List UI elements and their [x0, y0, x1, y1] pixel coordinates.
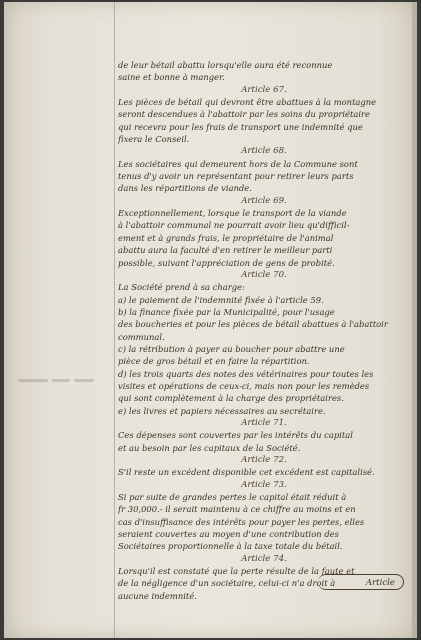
text-line: Les pièces de bétail qui devront être abattues à la montagne — [118, 97, 377, 108]
article-heading: Article 69. — [241, 195, 287, 206]
text-line: b) la finance fixée par la Municipalité, pour l'usage — [118, 306, 335, 317]
text-line: Lorsqu'il est constaté que la perte résulte de la faute et — [118, 566, 355, 577]
text-line: pièce de gros bétail et en faire la répartition. — [118, 356, 310, 367]
article-heading: Article 71. — [241, 417, 287, 428]
article-heading: Article 70. — [241, 269, 287, 280]
text-line: fixera le Conseil. — [118, 134, 190, 145]
bleed-through-marks — [18, 370, 98, 380]
article-heading: Article 72. — [241, 455, 287, 465]
text-line: Sociétaires proportionnelle à la taxe totale du bétail. — [118, 541, 343, 552]
text-line: aucune indemnité. — [118, 590, 197, 601]
page-edge — [412, 2, 417, 638]
text-line: des boucheries et pour les pièces de bétail abattues à l'abattoir — [118, 319, 388, 330]
margin-rule — [114, 2, 115, 638]
text-line: Les sociétaires qui demeurent hors de la Commune sont — [118, 158, 358, 169]
text-line: e) les livres et papiers nécessaires au secrétaire. — [118, 405, 326, 416]
manuscript-text — [118, 59, 410, 602]
text-line: S'il reste un excédent disponible cet excédent est capitalisé. — [118, 467, 375, 478]
article-heading: Article 67. — [241, 84, 287, 95]
text-line: possible, suivant l'appréciation de gens de probité. — [118, 257, 335, 268]
text-line: de la négligence d'un sociétaire, celui-ci n'a droit à — [118, 578, 336, 589]
catchword: Article — [318, 574, 404, 590]
text-line: Ces dépenses sont couvertes par les intérêts du capital — [118, 430, 353, 441]
article-heading: Article 68. — [241, 146, 287, 157]
text-line: Exceptionnellement, lorsque le transport de la viande — [118, 208, 347, 219]
text-line: qui sont complètement à la charge des propriétaires. — [118, 393, 344, 404]
text-line: dans les répartitions de viande. — [118, 183, 252, 194]
text-line: de leur bétail abattu lorsqu'elle aura été reconnue — [118, 60, 333, 70]
text-line: ement et à grands frais, le propriétaire de l'animal — [118, 232, 334, 243]
text-line: communal. — [118, 331, 165, 342]
text-line: fr 30,000.- il serait maintenu à ce chiffre au moins et en — [118, 504, 356, 515]
text-line: abattu aura la faculté d'en retirer le meilleur parti — [118, 245, 333, 256]
text-line: c) la rétribution à payer au boucher pour abattre une — [118, 343, 345, 354]
text-line: tenus d'y avoir un représentant pour retirer leurs parts — [118, 171, 354, 182]
text-line: a) le paiement de l'indemnité fixée à l'article 59. — [118, 294, 324, 305]
article-heading: Article 73. — [241, 479, 287, 490]
text-line: d) les trois quarts des notes des vétérinaires pour toutes les — [118, 368, 374, 379]
text-line: qui recevra pour les frais de transport une indemnité que — [118, 121, 363, 132]
manuscript-page — [4, 2, 417, 638]
text-line: cas d'insuffisance des intérêts pour payer les pertes, elles — [118, 516, 365, 527]
text-line: La Société prend à sa charge: — [118, 282, 245, 293]
text-line: seraient couvertes au moyen d'une contribution des — [118, 529, 339, 540]
text-line: et au besoin par les capitaux de la Société. — [118, 442, 301, 453]
text-line: seront descendues à l'abattoir par les soins du propriétaire — [118, 109, 370, 120]
text-line: à l'abattoir communal ne pourrait avoir lieu qu'difficil- — [118, 220, 350, 231]
text-line: Si par suite de grandes pertes le capital était réduit à — [118, 492, 347, 503]
article-heading: Article 74. — [241, 553, 287, 564]
text-line: saine et bonne à manger. — [118, 72, 225, 83]
text-line: visites et opérations de ceux-ci, mais non pour les remèdes — [118, 380, 370, 391]
